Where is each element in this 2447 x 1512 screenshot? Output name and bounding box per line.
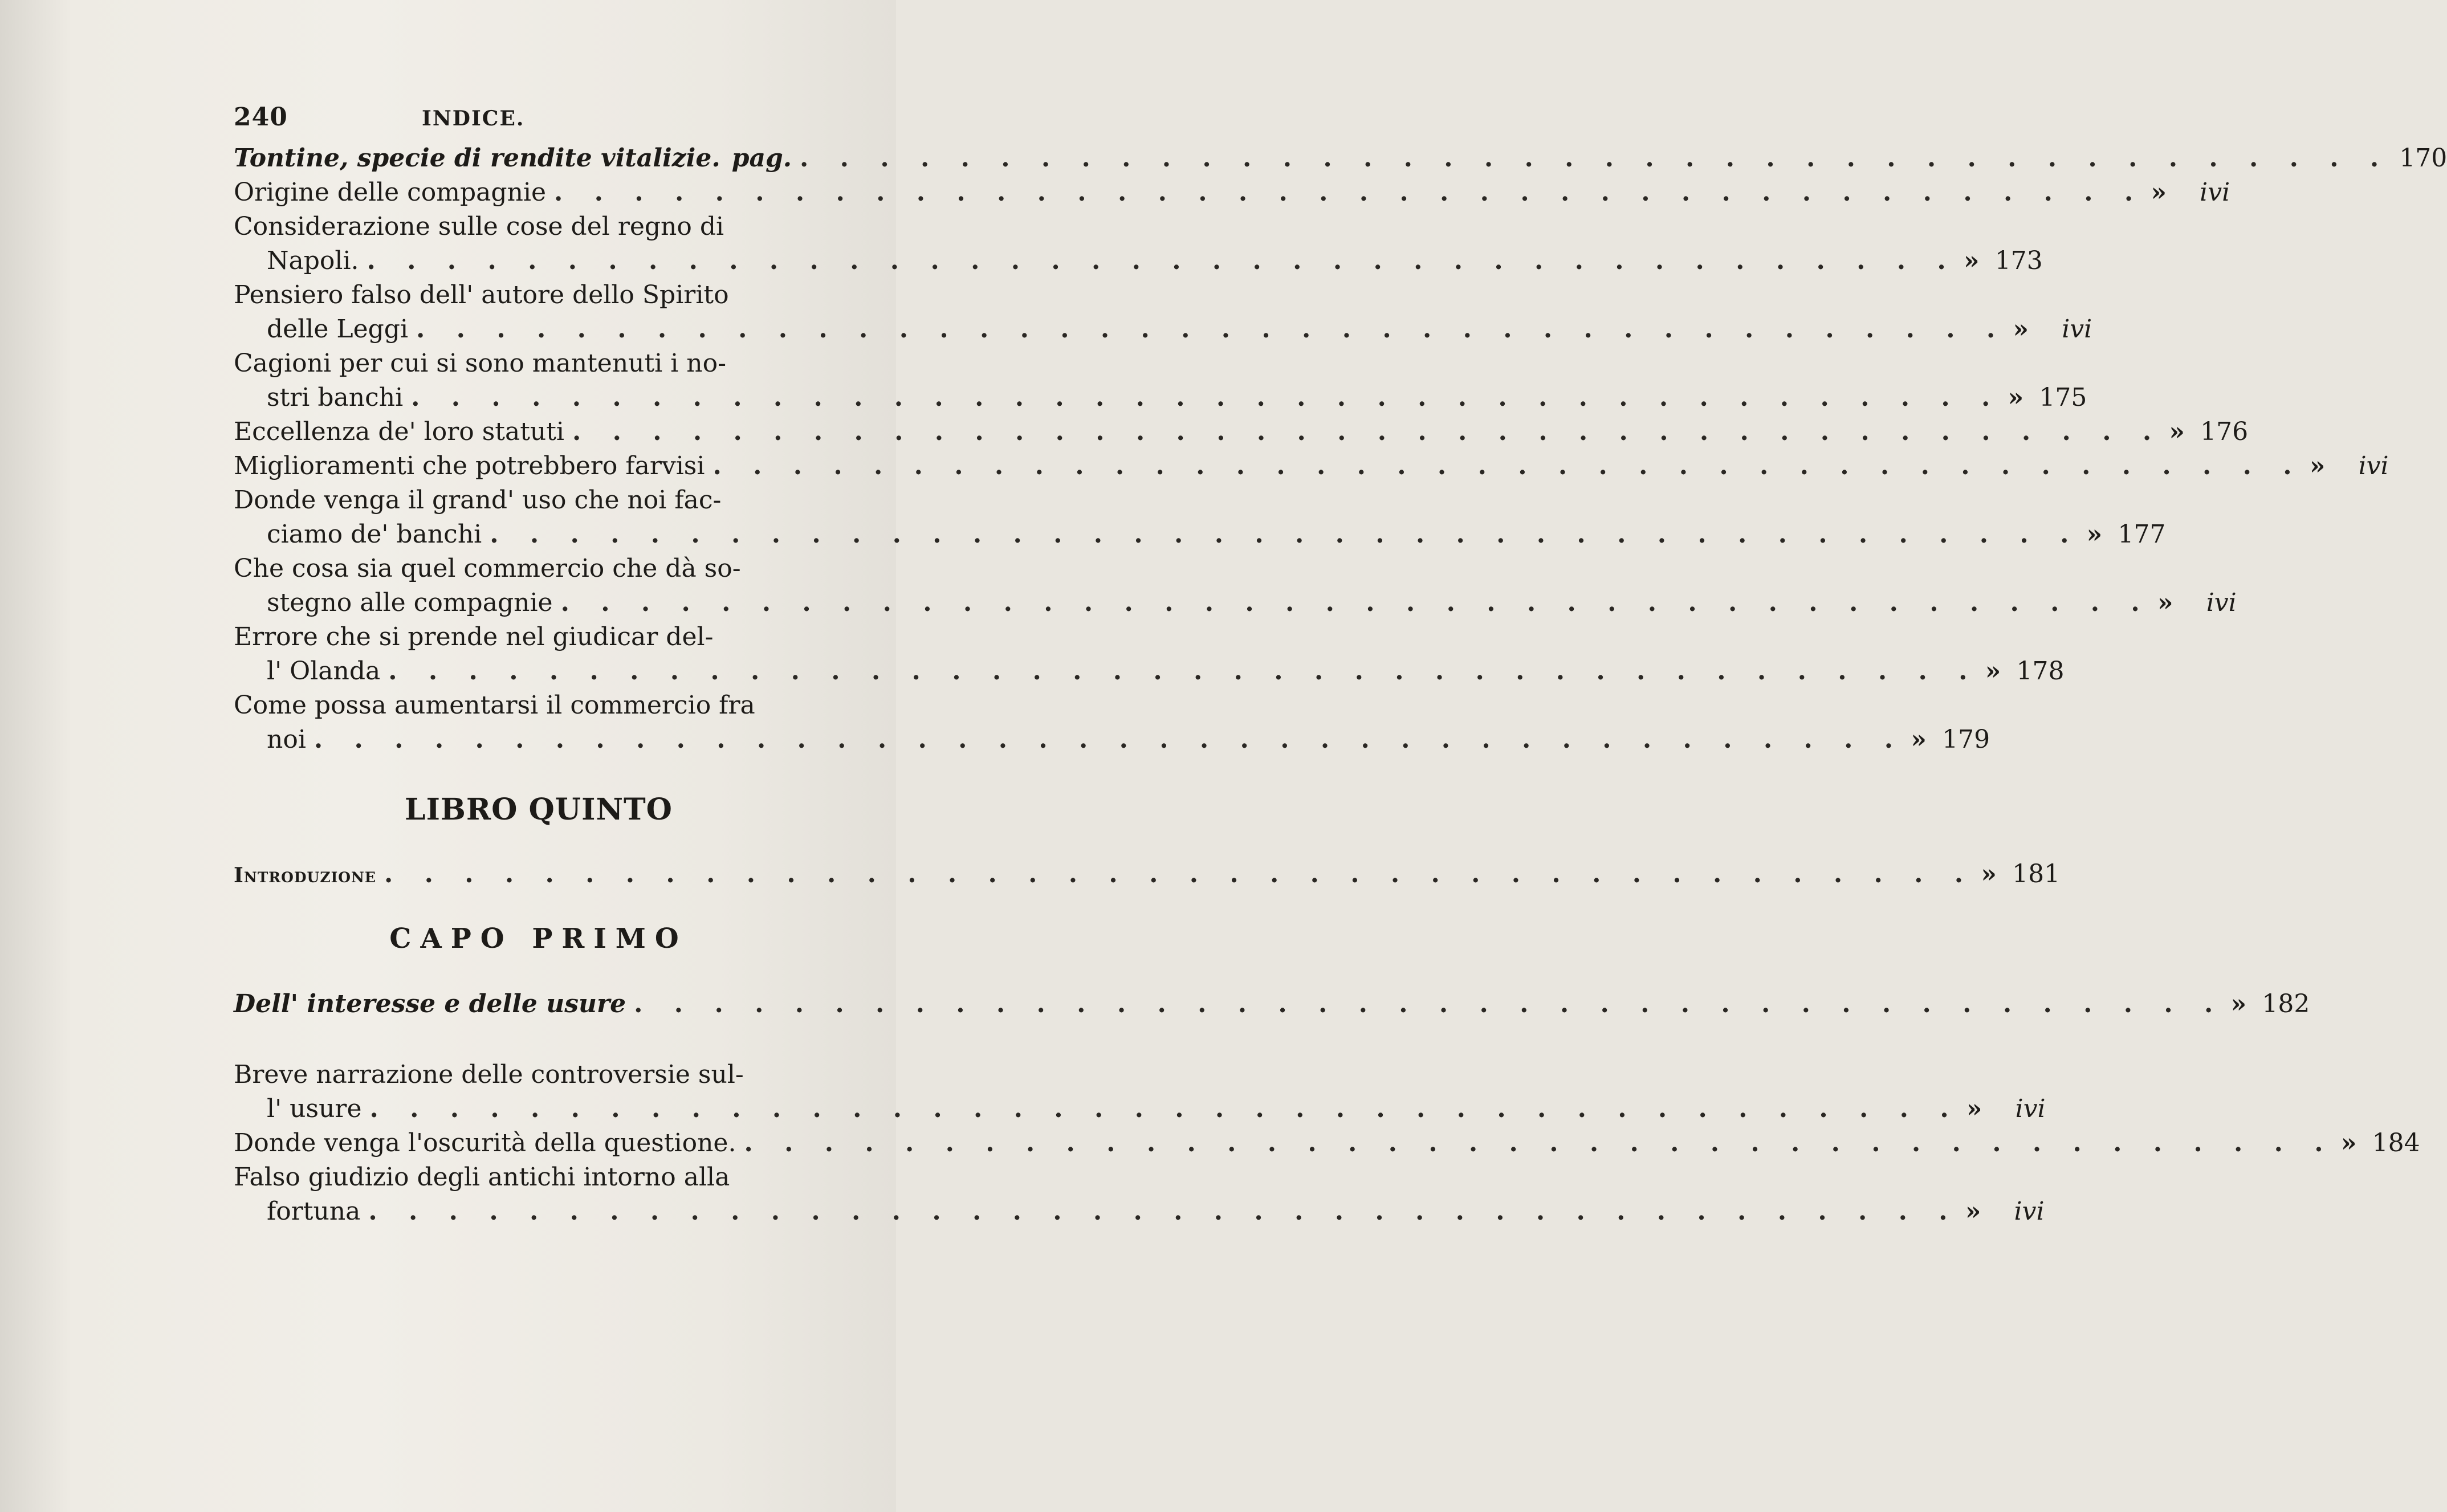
entry-text: Considerazione sulle cose del regno di <box>234 212 724 241</box>
index-entry-line <box>234 654 2065 688</box>
index-entry <box>234 347 2087 415</box>
index-entry-line <box>234 176 2230 210</box>
entry-page-ref: 181 <box>2012 859 2061 889</box>
leader-dots: . . . . . . . . . . . . . . . . . . . . . . . . . . . . . . . . . . . . . . . . <box>368 1197 1959 1226</box>
index-entry-line <box>234 586 2237 620</box>
leader-dots: . . . . . . . . . . . . . . . . . . . . . . . . . . . . . . . . . . . . . . . . <box>800 144 2391 173</box>
entry-marker: » <box>2230 989 2247 1018</box>
entry-marker: » <box>2169 417 2185 446</box>
index-entry-line <box>234 723 1990 757</box>
index-entry-line <box>234 688 844 723</box>
leader-dots: . . . . . . . . . . . . . . . . . . . . . . . . . . . . . . . . . . . . . . . . <box>313 725 1905 754</box>
leader-dots: . . . . . . . . . . . . . . . . . . . . . . . . . . . . . . . . . . . . . . . . <box>572 417 2163 446</box>
entry-text: Pensiero falso dell' autore dello Spirito <box>234 280 729 309</box>
index-entry-line <box>234 1195 2045 1229</box>
leader-dots: . . . . . . . . . . . . . . . . . . . . . . . . . . . . . . . . . . . . . . . . <box>560 588 2151 617</box>
leader-dots: . . . . . . . . . . . . . . . . . . . . . . . . . . . . . . . . . . . . . . . . <box>388 657 1979 686</box>
index-entry-line <box>234 244 2043 278</box>
entry-text: l' usure <box>267 1094 362 1123</box>
entry-text: stri banchi <box>267 383 404 412</box>
entry-text: fortuna <box>267 1197 361 1226</box>
index-entry <box>234 278 2092 347</box>
entry-marker: » <box>1963 246 1980 275</box>
index-entry-line <box>234 483 844 517</box>
entry-page-ref: ivi <box>2062 315 2092 344</box>
running-head: INDICE. <box>422 107 525 131</box>
index-entry-line <box>234 210 844 244</box>
entry-marker: » <box>2157 588 2173 617</box>
entry-page-ref: 179 <box>1942 725 1990 754</box>
entry-text: Come possa aumentarsi il commercio fra <box>234 691 755 720</box>
index-entry <box>234 449 2389 483</box>
entry-page-ref: ivi <box>2206 588 2237 617</box>
leader-dots: . . . . . . . . . . . . . . . . . . . . . . . . . . . . . . . . . . . . . . . . <box>712 451 2303 480</box>
chapter-title: CAPO PRIMO <box>389 923 688 955</box>
entry-marker: » <box>1981 859 1997 889</box>
entry-marker: » <box>1966 1094 1982 1123</box>
entry-text: Napoli. <box>267 246 359 275</box>
entry-marker: » <box>1965 1197 1981 1226</box>
leader-dots: . . . . . . . . . . . . . . . . . . . . . . . . . . . . . . . . . . . . . . . . <box>634 989 2225 1018</box>
index-entry <box>234 552 2237 620</box>
entry-text: Introduzione <box>234 863 376 887</box>
index-entry <box>234 483 2166 552</box>
index-entry-line <box>234 1092 2046 1126</box>
leader-dots: . . . . . . . . . . . . . . . . . . . . . . . . . . . . . . . . . . . . . . . . <box>369 1094 1960 1123</box>
entry-text: Errore che si prende nel giudicar del- <box>234 622 714 651</box>
page-number: 240 <box>234 103 288 132</box>
index-entry-line <box>234 381 2087 415</box>
entry-text: Eccellenza de' loro statuti <box>234 417 564 446</box>
entry-text: delle Leggi <box>267 315 409 344</box>
entry-text: Cagioni per cui si sono mantenuti i no- <box>234 349 726 378</box>
entry-page-ref: 176 <box>2200 417 2249 446</box>
entry-marker: » <box>1985 657 2001 686</box>
entry-text: stegno alle compagnie <box>267 588 553 617</box>
entry-page-ref: 177 <box>2118 520 2166 549</box>
entry-text: Falso giudizio degli antichi intorno alla <box>234 1163 730 1192</box>
pag-label: pag. <box>731 144 792 173</box>
book-title: LIBRO QUINTO <box>405 792 673 827</box>
entry-page-ref: 184 <box>2372 1128 2420 1158</box>
index-entry <box>234 1126 2420 1160</box>
entry-marker: » <box>2340 1128 2357 1158</box>
index-entry-line <box>234 1058 844 1092</box>
entry-text: noi <box>267 725 306 754</box>
entry-page-ref: ivi <box>2014 1197 2045 1226</box>
index-entry-line <box>234 278 844 312</box>
entry-page-ref: 178 <box>2016 657 2065 686</box>
entry-text: Che cosa sia quel commercio che dà so- <box>234 554 741 583</box>
index-entry-line <box>234 1126 2420 1160</box>
index-entry-line <box>234 449 2389 483</box>
index-entry <box>234 688 1990 757</box>
leader-dots: . . . . . . . . . . . . . . . . . . . . . . . . . . . . . . . . . . . . . . . . <box>367 246 1957 275</box>
entry-marker: » <box>1911 725 1927 754</box>
index-sheet <box>234 103 2447 1229</box>
entry-text: Donde venga il grand' uso che noi fac- <box>234 486 722 515</box>
index-entry-line <box>234 620 844 654</box>
entry-page-ref: 170 <box>2399 144 2447 173</box>
leader-dots: . . . . . . . . . . . . . . . . . . . . . . . . . . . . . . . . . . . . . . . . <box>554 178 2145 207</box>
index-entry-chapter <box>234 987 2310 1021</box>
leader-dots: . . . . . . . . . . . . . . . . . . . . . . . . . . . . . . . . . . . . . . . . <box>416 315 2007 344</box>
entry-text: Breve narrazione delle controversie sul- <box>234 1060 744 1089</box>
entry-marker: » <box>2013 315 2029 344</box>
leader-dots: . . . . . . . . . . . . . . . . . . . . . . . . . . . . . . . . . . . . . . . . <box>490 520 2080 549</box>
leader-dots: . . . . . . . . . . . . . . . . . . . . . . . . . . . . . . . . . . . . . . . . <box>744 1128 2335 1158</box>
index-entry-first <box>234 141 2447 176</box>
entry-page-ref: ivi <box>2015 1094 2046 1123</box>
entry-marker: » <box>2151 178 2167 207</box>
entry-text: ciamo de' banchi <box>267 520 482 549</box>
leader-dots: . . . . . . . . . . . . . . . . . . . . . . . . . . . . . . . . . . . . . . . . <box>384 859 1975 889</box>
entry-text: Tontine, specie di rendite vitalizie. <box>234 144 720 173</box>
index-entry <box>234 620 2065 688</box>
entry-page-ref: 182 <box>2262 989 2310 1018</box>
index-entry-line <box>234 1160 844 1195</box>
entry-marker: » <box>2309 451 2326 480</box>
index-group-chapter-one <box>234 1058 2420 1229</box>
entry-page-ref: 175 <box>2039 383 2087 412</box>
index-entry <box>234 176 2230 210</box>
entry-page-ref: ivi <box>2358 451 2389 480</box>
index-entry <box>234 210 2043 278</box>
page-header <box>234 103 844 137</box>
entry-page-ref: 173 <box>1994 246 2043 275</box>
entry-page-ref: ivi <box>2200 178 2230 207</box>
entry-text: Origine delle compagnie <box>234 178 547 207</box>
index-entry <box>234 415 2249 449</box>
index-entry-line <box>234 552 844 586</box>
index-entry <box>234 1058 2046 1126</box>
entry-text: Miglioramenti che potrebbero farvisi <box>234 451 705 480</box>
entry-text: l' Olanda <box>267 657 381 686</box>
index-entry-line <box>234 415 2249 449</box>
entry-text: Donde venga l'oscurità della questione. <box>234 1128 736 1158</box>
index-entry <box>234 1160 2045 1229</box>
index-entry-introduction <box>234 857 2061 891</box>
entry-marker: » <box>2086 520 2103 549</box>
entry-text: Dell' interesse e delle usure <box>234 989 626 1018</box>
index-entry-line <box>234 517 2166 552</box>
entry-marker: » <box>2008 383 2024 412</box>
index-entry-line <box>234 312 2092 347</box>
index-entry-line <box>234 347 844 381</box>
leader-dots: . . . . . . . . . . . . . . . . . . . . . . . . . . . . . . . . . . . . . . . . <box>411 383 2002 412</box>
index-group-book-four <box>234 176 2389 757</box>
